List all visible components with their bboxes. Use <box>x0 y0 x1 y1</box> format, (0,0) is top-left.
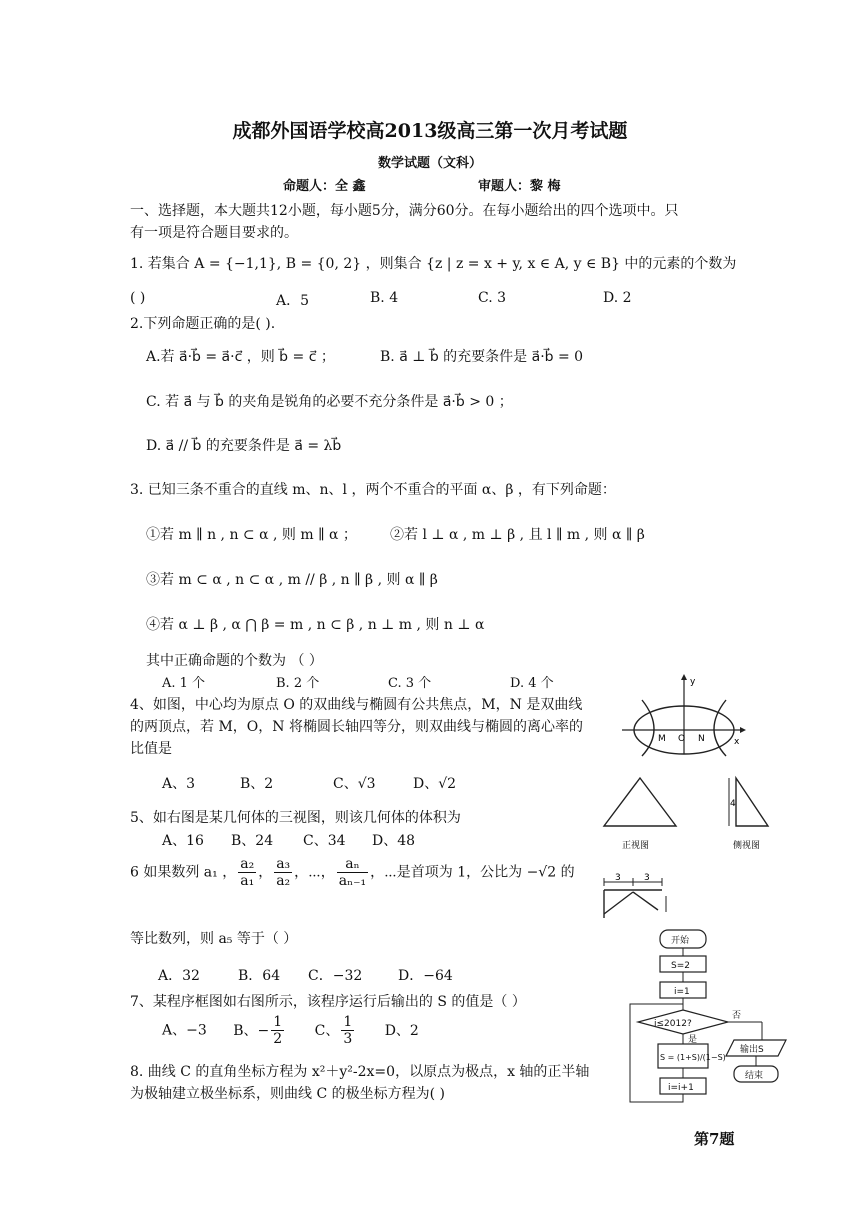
q4-line3: 比值是 <box>130 741 172 757</box>
q3-stem: 3. 已知三条不重合的直线 m、n、l ，两个不重合的平面 α、β ，有下列命题： <box>130 482 616 498</box>
q3-proposition-2: ②若 l ⊥ α , m ⊥ β , 且 l ∥ m , 则 α ∥ β <box>390 527 645 543</box>
q7-flowchart <box>626 926 806 1116</box>
q3-question: 其中正确命题的个数为 （ ） <box>146 653 323 669</box>
q6-line1: 6 如果数列 a₁ ， $\frac{\text{a₂}}{\text{a₁}}$ ， $\frac{\text{a₃}}{\text{a₂}}$ ，⋯， $\frac{\text{aₙ}}{\text{aₙ₋₁}}$ ，⋯是首项为 1，公比为 −√2 的 <box>130 856 575 889</box>
q5-option-b: B、24 <box>231 833 274 849</box>
flow-output-text: 输出S <box>740 1045 764 1055</box>
q4-fig-o-label: O <box>678 734 686 744</box>
q5-option-d: D、48 <box>372 833 416 849</box>
q4-option-b: B、2 <box>240 776 274 792</box>
q7-options <box>162 1014 419 1047</box>
q1-option-a: A．5 <box>276 293 310 309</box>
q7-option-c-prefix: C、 <box>314 1022 340 1039</box>
section-instructions-line1: 一、选择题，本大题共12小题，每小题5分，满分60分。在每小题给出的四个选项中。只 <box>130 203 679 219</box>
flow-inc-text: i=i+1 <box>668 1083 694 1093</box>
author-label: 命题人：全 鑫 <box>283 179 366 194</box>
exam-title: 成都外国语学校高2013级高三第一次月考试题 <box>232 120 628 142</box>
q4-ellipse-hyperbola-figure <box>620 672 750 757</box>
q4-fig-y-label: y <box>690 677 696 687</box>
reviewer-label: 审题人：黎 梅 <box>478 179 561 194</box>
exam-subtitle: 数学试题（文科） <box>377 156 482 171</box>
flow-yes-label: 是 <box>688 1035 698 1045</box>
flow-condition-text: i≤2012? <box>654 1019 692 1029</box>
q6-option-c: C．−32 <box>308 968 363 984</box>
q3-proposition-4: ④若 α ⊥ β , α ⋂ β = m , n ⊂ β , n ⊥ m , 则 n ⊥ α <box>146 617 485 633</box>
q6-fraction-1-num: a₂ <box>240 856 255 872</box>
q5-height-label: 4 <box>730 799 736 809</box>
q8-line1: 8. 曲线 C 的直角坐标方程为 x²＋y²-2x=0，以原点为极点，x 轴的正半轴 <box>130 1064 590 1080</box>
q2-option-b: B. a⃗ ⊥ b⃗ 的充要条件是 a⃗·b⃗ = 0 <box>380 349 584 365</box>
q3-proposition-3: ③若 m ⊂ α , n ⊂ α , m // β , n ∥ β , 则 α ∥ β <box>146 572 438 588</box>
q5-width-label-1: 3 <box>615 873 621 883</box>
flow-update-s-text: S = (1+S)/(1−S) <box>660 1053 726 1062</box>
q7-option-c-num: 1 <box>343 1014 353 1030</box>
q5-option-a: A、16 <box>162 833 204 849</box>
q7-figure-caption: 第7题 <box>694 1130 735 1148</box>
q3-option-b: B. 2 个 <box>276 676 320 691</box>
q8-line2: 为极轴建立极坐标系，则曲线 C 的极坐标方程为( ) <box>130 1086 445 1102</box>
q6-fraction-3 <box>337 856 368 889</box>
q1-option-c: C. 3 <box>478 290 507 306</box>
q3-option-c: C. 3 个 <box>388 676 432 691</box>
q6-line2: 等比数列，则 a₅ 等于（ ） <box>130 931 298 947</box>
q6-option-d: D．−64 <box>398 968 453 984</box>
q2-stem: 2.下列命题正确的是( ). <box>130 316 276 332</box>
q5-stem: 5、如右图是某几何体的三视图，则该几何体的体积为 <box>130 810 461 826</box>
q7-option-c-fraction <box>341 1014 354 1047</box>
q2-option-a: A.若 a⃗·b⃗ = a⃗·c⃗ ，则 b⃗ = c⃗ ； <box>146 349 335 365</box>
q7-option-a: A、−3 <box>162 1022 207 1039</box>
q7-option-b-prefix: B、− <box>233 1022 270 1039</box>
q6-fraction-3-den: aₙ₋₁ <box>338 873 367 889</box>
q5-option-c: C、34 <box>303 833 346 849</box>
q6-option-b: B．64 <box>238 968 281 984</box>
q7-option-c-den: 3 <box>343 1031 353 1047</box>
q6-fraction-1-den: a₁ <box>240 873 255 889</box>
q4-option-a: A、3 <box>162 776 196 792</box>
flow-end-text: 结束 <box>745 1071 764 1081</box>
q6-prefix: 6 如果数列 a₁ ， <box>130 864 237 881</box>
q4-line2: 的两顶点，若 M，O，N 将椭圆长轴四等分，则双曲线与椭圆的离心率的 <box>130 719 583 735</box>
q3-proposition-1: ①若 m ∥ n , n ⊂ α , 则 m ∥ α ； <box>146 527 357 543</box>
q6-fraction-1 <box>238 856 256 889</box>
flow-i-init-text: i=1 <box>674 987 690 997</box>
q2-option-d: D. a⃗ // b⃗ 的充要条件是 a⃗ = λb⃗ <box>146 438 342 454</box>
q4-fig-n-label: N <box>698 734 705 744</box>
q7-option-b-den: 2 <box>273 1031 283 1047</box>
q7-option-d: D、2 <box>384 1022 419 1039</box>
q4-option-d: D、√2 <box>413 776 457 792</box>
q1-option-b: B. 4 <box>370 290 399 306</box>
flow-no-label: 否 <box>732 1011 742 1021</box>
q7-option-b-fraction <box>271 1014 284 1047</box>
q2-option-c: C. 若 a⃗ 与 b⃗ 的夹角是锐角的必要不充分条件是 a⃗·b⃗ > 0 ； <box>146 394 513 410</box>
q3-option-d: D. 4 个 <box>510 676 554 691</box>
q7-stem: 7、某程序框图如右图所示，该程序运行后输出的 S 的值是（ ） <box>130 994 526 1010</box>
q6-dots: ，⋯， <box>294 864 335 881</box>
q1-stem: 1. 若集合 A = {−1,1}, B = {0, 2} ，则集合 {z | z = x + y, x ∈ A, y ∈ B} 中的元素的个数为 <box>130 256 737 272</box>
flow-start-text: 开始 <box>671 936 690 946</box>
q4-fig-m-label: M <box>658 734 666 744</box>
section-instructions-line2: 有一项是符合题目要求的。 <box>130 225 298 241</box>
q6-fraction-2-den: a₂ <box>276 873 291 889</box>
q3-option-a: A. 1 个 <box>162 676 206 691</box>
flow-s-init-text: S=2 <box>671 961 690 971</box>
q6-fraction-2-num: a₃ <box>276 856 291 872</box>
q4-option-c: C、√3 <box>333 776 376 792</box>
q1-option-d: D. 2 <box>603 290 632 306</box>
q1-paren: ( ) <box>130 290 146 306</box>
q5-front-view-label: 正视图 <box>622 841 650 851</box>
q5-side-view-label: 侧视图 <box>733 841 761 851</box>
q6-option-a: A．32 <box>158 968 200 984</box>
q7-option-b-num: 1 <box>273 1014 283 1030</box>
q6-suffix: ，⋯是首项为 1，公比为 −√2 的 <box>370 864 575 881</box>
q4-fig-x-label: x <box>734 737 740 747</box>
q6-fraction-2 <box>274 856 292 889</box>
q5-width-label-2: 3 <box>644 873 650 883</box>
q6-fraction-3-num: aₙ <box>337 856 368 873</box>
q4-line1: 4、如图，中心均为原点 O 的双曲线与椭圆有公共焦点，M，N 是双曲线 <box>130 697 583 713</box>
q5-three-view-figure <box>596 772 786 918</box>
